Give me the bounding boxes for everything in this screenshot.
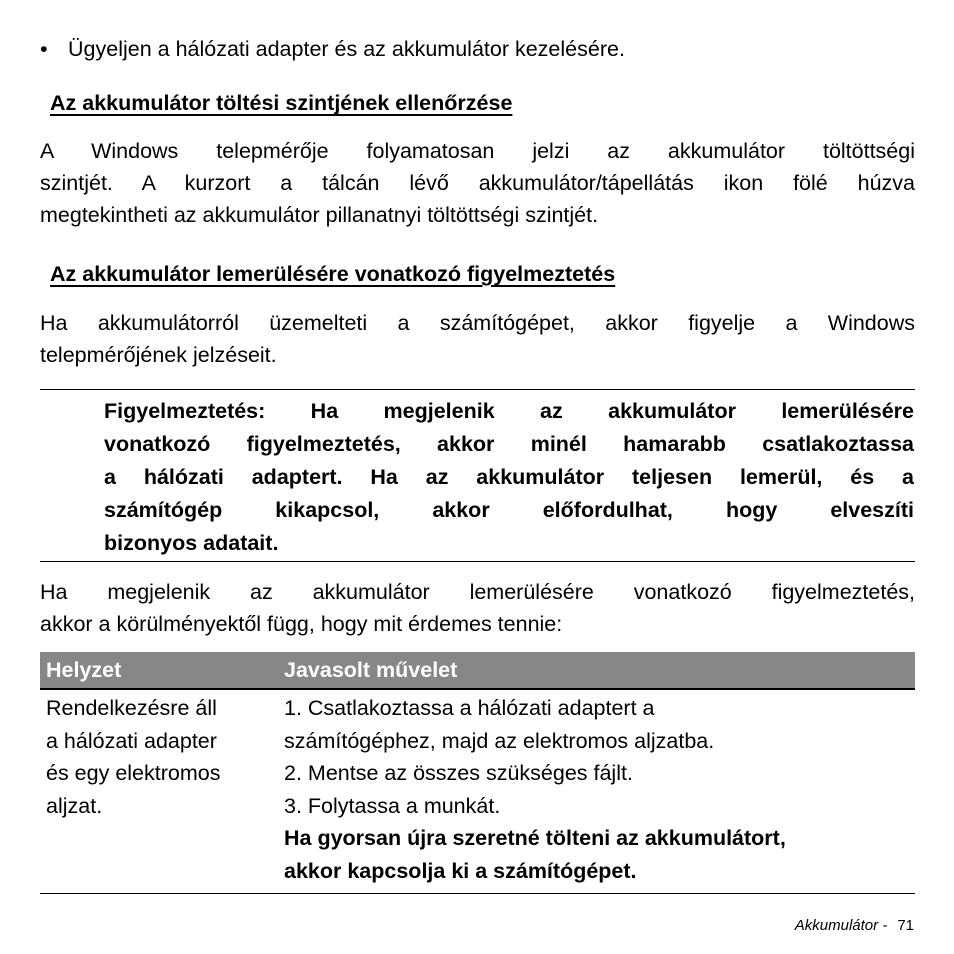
page-number: 71 (897, 917, 914, 934)
section-heading-low-battery (50, 259, 615, 289)
situation-table (40, 652, 915, 894)
paragraph-line: akkor a körülményektől függ, hogy mit érdemes tennie: (40, 612, 563, 636)
situation-line: és egy elektromos (46, 761, 221, 785)
cell-actions (278, 689, 915, 894)
action-line: 1. Csatlakoztassa a hálózati adaptert a (284, 696, 655, 720)
bullet-item (40, 33, 920, 65)
action-note-line: Ha gyorsan újra szeretné tölteni az akkumulátort, (284, 826, 786, 850)
bullet-text: Ügyeljen a hálózati adapter és az akkumulátor kezelésére. (68, 37, 625, 61)
action-line: 2. Mentse az összes szükséges fájlt. (284, 761, 633, 785)
paragraph-line: szintjét. A kurzort a tálcán lévő akkumulátor/tápellátás ikon fölé húzva (40, 171, 915, 195)
bullet-dot: • (40, 37, 48, 61)
heading-text: Az akkumulátor töltési szintjének ellenőrzése (50, 91, 513, 115)
warning-note (104, 395, 914, 560)
situation-line: a hálózati adapter (46, 728, 217, 753)
table-header-row (40, 652, 915, 689)
paragraph-line: megtekintheti az akkumulátor pillanatnyi töltöttségi szintjét. (40, 203, 599, 227)
warning-line: számítógép kikapcsol, akkor előfordulhat, hogy elveszíti (104, 498, 914, 522)
situation-line: Rendelkezésre áll (46, 696, 217, 720)
warning-top-rule (40, 389, 915, 390)
paragraph-low-battery (40, 307, 915, 371)
page-footer (795, 917, 914, 934)
paragraph-line: A Windows telepmérője folyamatosan jelzi az akkumulátor töltöttségi (40, 139, 915, 163)
paragraph-line: Ha megjelenik az akkumulátor lemerülésére vonatkozó figyelmeztetés, (40, 580, 915, 604)
paragraph-charge-level (40, 135, 915, 231)
paragraph-line: Ha akkumulátorról üzemelteti a számítógépet, akkor figyelje a Windows (40, 311, 915, 335)
action-line: számítógéphez, majd az elektromos aljzatba. (284, 728, 715, 753)
header-situation: Helyzet (40, 652, 278, 689)
section-heading-charge-level (50, 88, 512, 118)
warning-line: a hálózati adaptert. Ha az akkumulátor teljesen lemerül, és a (104, 465, 914, 489)
heading-text: Az akkumulátor lemerülésére vonatkozó figyelmeztetés (50, 262, 616, 286)
warning-line: Figyelmeztetés: Ha megjelenik az akkumulátor lemerülésére (104, 399, 914, 423)
warning-line: vonatkozó figyelmeztetés, akkor minél hamarabb csatlakoztassa (104, 432, 914, 456)
situation-line: aljzat. (46, 793, 103, 818)
action-line: 3. Folytassa a munkát. (284, 793, 501, 818)
action-note-line: akkor kapcsolja ki a számítógépet. (284, 858, 637, 883)
paragraph-intro (40, 576, 915, 640)
header-recommended-action: Javasolt művelet (278, 652, 915, 689)
paragraph-line: telepmérőjének jelzéseit. (40, 343, 277, 367)
table-row (40, 689, 915, 894)
warning-bottom-rule (40, 561, 915, 562)
warning-line: bizonyos adatait. (104, 531, 279, 555)
footer-section-title: Akkumulátor - (794, 917, 888, 934)
cell-situation (40, 689, 278, 894)
